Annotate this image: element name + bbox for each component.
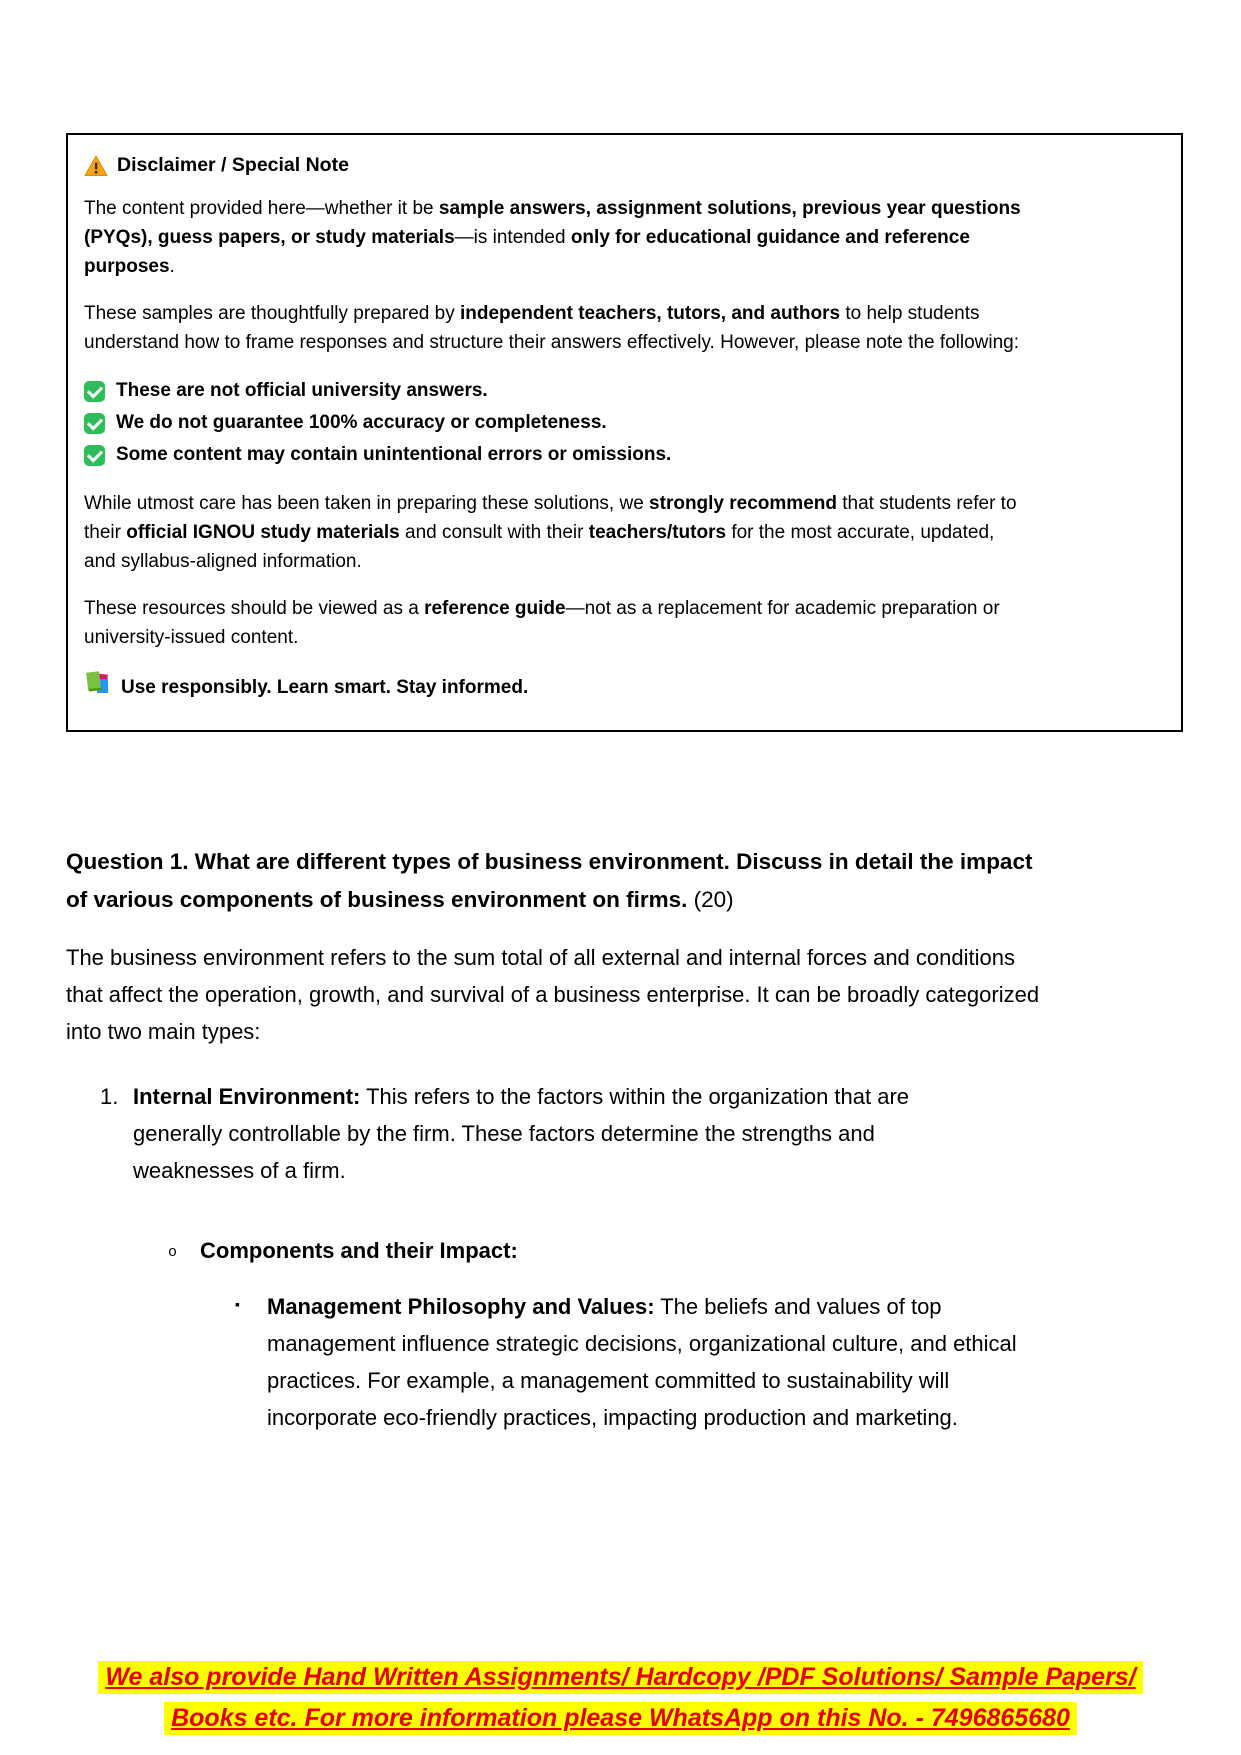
disclaimer-paragraph-2: These samples are thoughtfully prepared by independent teachers, tutors, and authors to help students understand how to frame responses and structure their answers effectively. However, please note the following: <box>84 303 1020 353</box>
disclaimer-box <box>66 133 1183 732</box>
promo-line-2-text: Books etc. For more information please WhatsApp on this No. - 7496865680 <box>164 1702 1077 1735</box>
promo-line-1-text: We also provide Hand Written Assignments/ Hardcopy /PDF Solutions/ Sample Papers/ <box>98 1661 1142 1694</box>
promo-line-2 <box>40 1698 1201 1739</box>
checklist-item <box>84 407 1161 439</box>
disclaimer-checklist <box>84 375 1161 471</box>
sub-list-item <box>66 1232 1046 1269</box>
checklist-item <box>84 439 1161 471</box>
numbered-item-text: Internal Environment: This refers to the factors within the organization that are generally controllable by the firm. These factors determine the strengths and weaknesses of a firm. <box>133 1084 910 1183</box>
books-icon <box>84 670 111 704</box>
disclaimer-footer-text: Use responsibly. Learn smart. Stay informed. <box>121 676 529 698</box>
disclaimer-footer-row <box>84 670 1161 704</box>
square-bullet-marker: ▪ <box>235 1296 240 1312</box>
checklist-item-label: These are not official university answers. <box>116 380 488 401</box>
check-icon <box>84 445 105 466</box>
numbered-list-item <box>66 1078 1046 1189</box>
bullet-item-text: Management Philosophy and Values: The beliefs and values of top management influence strategic decisions, organizational culture, and ethical practices. For example, a management committed to sustainability will incorporate eco-friendly practices, impacting production and marketing. <box>267 1294 1017 1430</box>
disclaimer-paragraph-3: While utmost care has been taken in preparing these solutions, we strongly recommend that students refer to their official IGNOU study materials and consult with their teachers/tutors for the most accurate, updated, and syllabus-aligned information. <box>84 493 1017 572</box>
main-content <box>66 843 1046 1436</box>
checklist-item <box>84 375 1161 407</box>
check-icon <box>84 413 105 434</box>
promo-line-1 <box>40 1657 1201 1698</box>
disclaimer-title: Disclaimer / Special Note <box>117 154 349 176</box>
disclaimer-paragraph-1: The content provided here—whether it be sample answers, assignment solutions, previous year questions (PYQs), guess papers, or study materials—is intended only for educational guidance and reference purposes. <box>84 198 1021 277</box>
checklist-item-label: We do not guarantee 100% accuracy or completeness. <box>116 412 607 433</box>
warning-icon <box>84 155 108 177</box>
question-heading: Question 1. What are different types of business environment. Discuss in detail the impact of various components of business environment on firms. (20) <box>66 849 1033 912</box>
sub-list-heading: Components and their Impact: <box>200 1238 518 1263</box>
intro-paragraph: The business environment refers to the sum total of all external and internal forces and conditions that affect the operation, growth, and survival of a business enterprise. It can be broadly categorized into two main types: <box>66 945 1040 1044</box>
circle-bullet-marker: o <box>168 1244 178 1261</box>
check-icon <box>84 381 105 402</box>
promo-banner <box>40 1657 1201 1739</box>
disclaimer-title-row <box>84 151 1161 180</box>
square-bullet-item <box>66 1288 1046 1436</box>
list-number: 1. <box>100 1084 119 1109</box>
checklist-item-label: Some content may contain unintentional errors or omissions. <box>116 444 672 465</box>
disclaimer-paragraph-4: These resources should be viewed as a reference guide—not as a replacement for academic preparation or university-issued content. <box>84 598 1000 648</box>
